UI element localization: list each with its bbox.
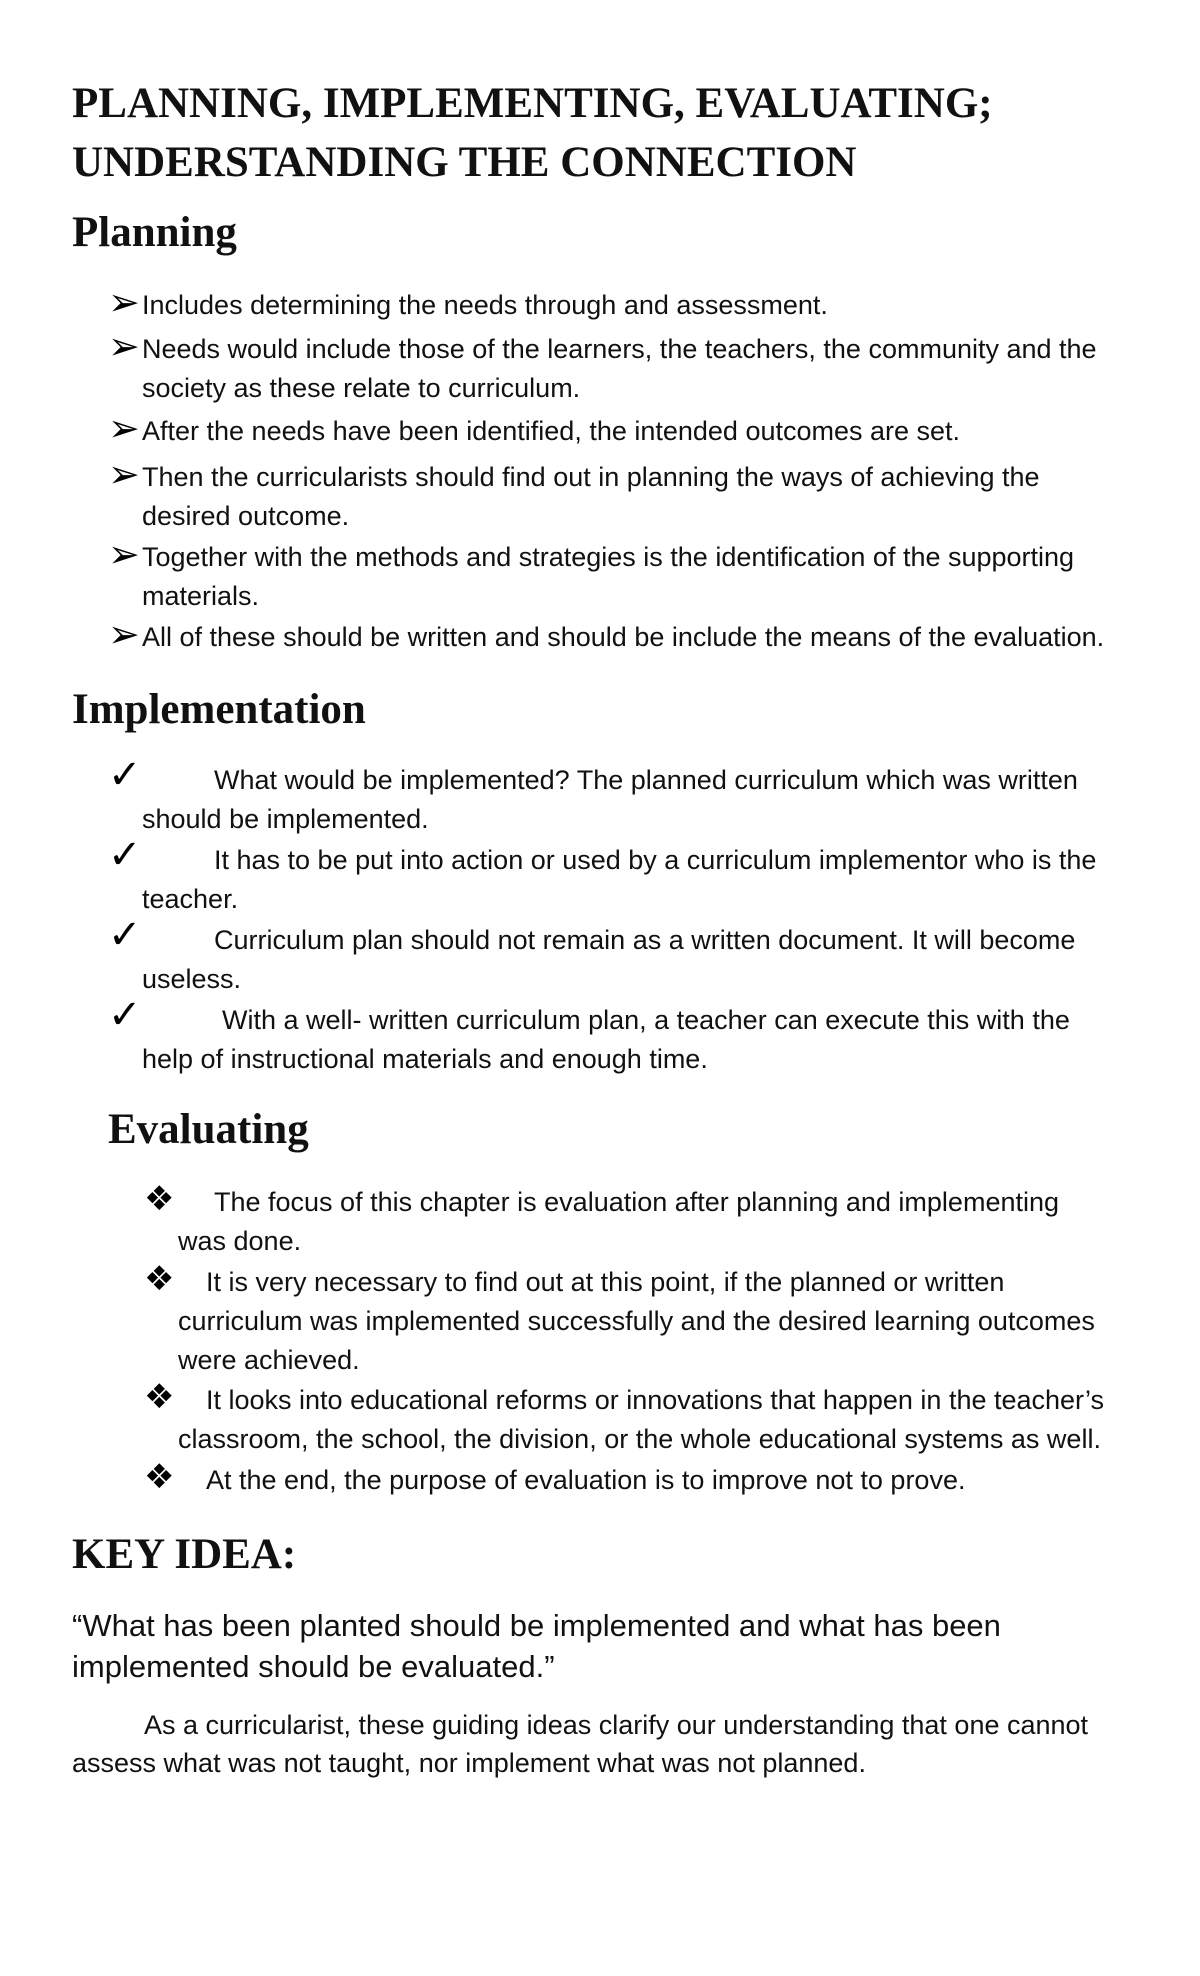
evaluating-item-line: At the end, the purpose of evaluation is to improve not to prove. <box>206 1465 966 1495</box>
evaluating-item-line: curriculum was implemented successfully and the desired learning outcomes <box>178 1306 1095 1336</box>
planning-item <box>108 452 1148 536</box>
evaluating-item-line: were achieved. <box>178 1345 360 1375</box>
implementation-item <box>108 752 1148 839</box>
key-idea-heading: KEY IDEA: <box>72 1531 297 1578</box>
title-line-2: UNDERSTANDING THE CONNECTION <box>72 139 857 186</box>
evaluating-item <box>144 1377 1154 1459</box>
evaluating-item-line: was done. <box>178 1226 302 1256</box>
arrow-bullet-icon: ➢ <box>108 324 140 368</box>
arrow-bullet-icon: ➢ <box>108 532 140 576</box>
planning-item-line: Includes determining the needs through and assessment. <box>142 290 828 320</box>
planning-item <box>108 406 1148 451</box>
diamond-bullet-icon: ❖ <box>144 1377 175 1417</box>
key-idea-quote-line: “What has been planted should be implemented and what has been <box>72 1608 1001 1643</box>
planning-item-line: Together with the methods and strategies is the identification of the supporting <box>142 542 1075 572</box>
document-title <box>72 74 1132 192</box>
planning-item-line: materials. <box>142 581 260 611</box>
diamond-bullet-icon: ❖ <box>144 1259 175 1299</box>
implementation-item-line: should be implemented. <box>142 804 429 834</box>
evaluating-item <box>144 1179 1154 1261</box>
implementation-item-line: useless. <box>142 964 242 994</box>
evaluating-item <box>144 1457 1154 1500</box>
evaluating-item-line: The focus of this chapter is evaluation after planning and implementing <box>214 1187 1060 1217</box>
checkmark-icon: ✓ <box>108 992 142 1038</box>
planning-item <box>108 612 1148 657</box>
evaluating-heading: Evaluating <box>108 1106 309 1153</box>
closing-paragraph <box>72 1706 1152 1782</box>
closing-paragraph-line: As a curricularist, these guiding ideas clarify our understanding that one cannot <box>144 1710 1089 1740</box>
implementation-item-line: Curriculum plan should not remain as a written document. It will become <box>214 925 1076 955</box>
diamond-bullet-icon: ❖ <box>144 1457 175 1497</box>
evaluating-item-line: classroom, the school, the division, or the whole educational systems as well. <box>178 1424 1101 1454</box>
implementation-item <box>108 912 1148 999</box>
key-idea-quote <box>72 1605 1152 1687</box>
title-line-1: PLANNING, IMPLEMENTING, EVALUATING; <box>72 80 993 127</box>
implementation-item <box>108 992 1148 1079</box>
planning-item-line: After the needs have been identified, the intended outcomes are set. <box>142 416 961 446</box>
planning-item-line: Needs would include those of the learners, the teachers, the community and the <box>142 334 1097 364</box>
arrow-bullet-icon: ➢ <box>108 452 140 496</box>
implementation-item-line: It has to be put into action or used by a curriculum implementor who is the <box>214 845 1097 875</box>
implementation-item <box>108 832 1148 919</box>
arrow-bullet-icon: ➢ <box>108 406 140 450</box>
planning-item <box>108 280 1148 325</box>
evaluating-item-line: It is very necessary to find out at this point, if the planned or written <box>206 1267 1005 1297</box>
implementation-item-line: With a well- written curriculum plan, a teacher can execute this with the <box>222 1005 1070 1035</box>
planning-item-line: Then the curricularists should find out in planning the ways of achieving the <box>142 462 1040 492</box>
planning-item-line: desired outcome. <box>142 501 350 531</box>
arrow-bullet-icon: ➢ <box>108 612 140 656</box>
implementation-item-line: What would be implemented? The planned curriculum which was written <box>214 765 1078 795</box>
evaluating-item <box>144 1259 1154 1380</box>
implementation-item-line: help of instructional materials and enough time. <box>142 1044 708 1074</box>
key-idea-quote-line: implemented should be evaluated.” <box>72 1649 555 1684</box>
planning-heading: Planning <box>72 209 237 256</box>
closing-paragraph-line: assess what was not taught, nor implement what was not planned. <box>72 1748 866 1778</box>
implementation-item-line: teacher. <box>142 884 239 914</box>
checkmark-icon: ✓ <box>108 752 142 798</box>
planning-item <box>108 324 1148 408</box>
planning-item <box>108 532 1148 616</box>
arrow-bullet-icon: ➢ <box>108 280 140 324</box>
implementation-heading: Implementation <box>72 686 366 733</box>
checkmark-icon: ✓ <box>108 912 142 958</box>
evaluating-item-line: It looks into educational reforms or innovations that happen in the teacher’s <box>206 1385 1105 1415</box>
checkmark-icon: ✓ <box>108 832 142 878</box>
planning-item-line: All of these should be written and should be include the means of the evaluation. <box>142 622 1105 652</box>
diamond-bullet-icon: ❖ <box>144 1179 175 1219</box>
planning-item-line: society as these relate to curriculum. <box>142 373 581 403</box>
